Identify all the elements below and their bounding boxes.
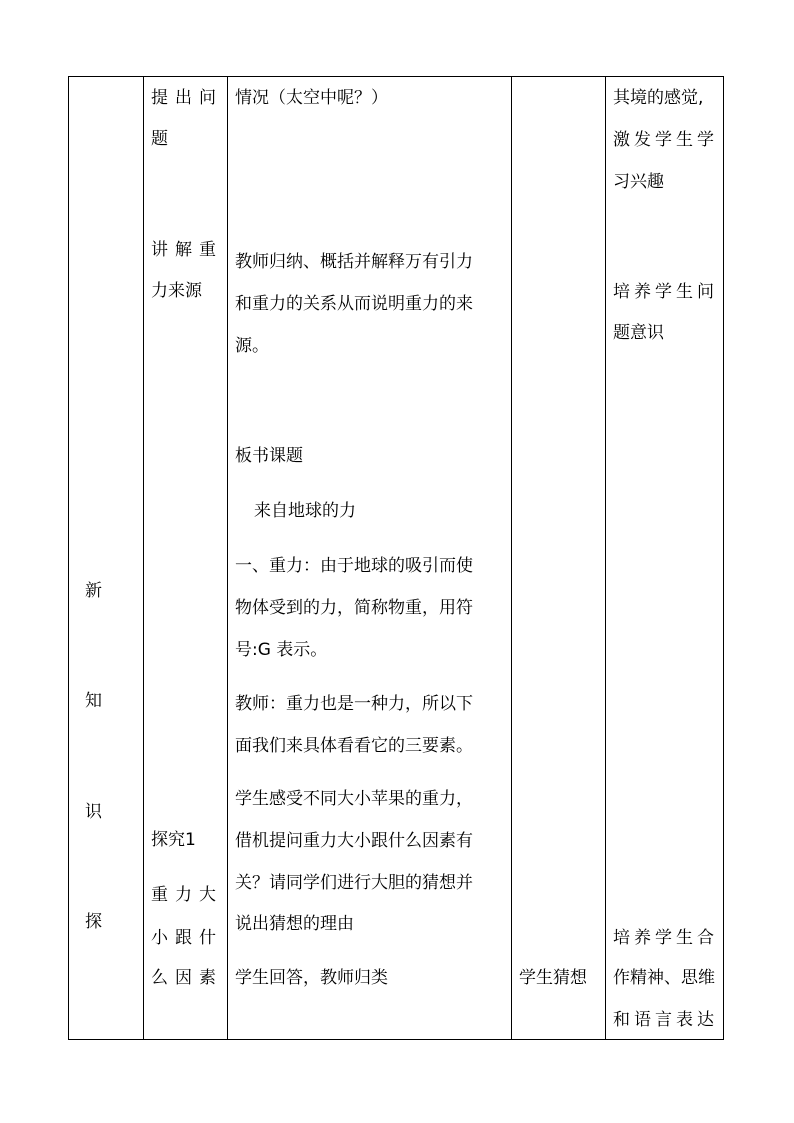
student-text: 借机提问重力大小跟什么因素有: [235, 831, 473, 851]
intent-text: 题意识: [613, 323, 664, 343]
student-text: 说出猜想的理由: [235, 914, 354, 934]
step-label-line: 小跟什: [151, 928, 223, 948]
student-activity: 学生猜想: [519, 968, 587, 988]
stage-char: 知: [85, 691, 102, 711]
definition-text: 物体受到的力，简称物重，用符: [235, 598, 473, 618]
stage-char: 新: [85, 581, 102, 601]
teacher-text: 面我们来具体看看它的三要素。: [235, 736, 473, 756]
teacher-text: 教师：重力也是一种力，所以下: [235, 694, 473, 714]
intent-text: 作精神、思维: [613, 968, 715, 988]
intent-text: 培养学生问: [613, 282, 718, 302]
step-label-line: 么因素: [151, 968, 223, 988]
step-label-line: 题: [151, 129, 175, 149]
stage-char: 探: [85, 912, 102, 932]
column-divider: [143, 77, 144, 1039]
definition-text: 一、重力：由于地球的吸引而使: [235, 556, 473, 576]
answer-text: 学生回答，教师归类: [235, 968, 388, 988]
activity-text: 教师归纳、概括并解释万有引力: [235, 252, 473, 272]
board-title: 板书课题: [235, 446, 303, 466]
activity-text: 和重力的关系从而说明重力的来: [235, 294, 473, 314]
intent-text: 和语言表达: [613, 1010, 718, 1030]
step-label-line: 力来源: [151, 281, 202, 301]
student-text: 学生感受不同大小苹果的重力，: [235, 789, 473, 809]
column-divider: [511, 77, 512, 1039]
intent-text: 习兴趣: [613, 172, 664, 192]
step-label-line: 重力大: [151, 885, 223, 905]
intent-text: 培养学生合: [613, 928, 718, 948]
step-label-line: 讲解重: [151, 240, 223, 260]
definition-text: 号:G 表示。: [235, 640, 328, 660]
column-divider: [605, 77, 606, 1039]
activity-text: 源。: [235, 336, 269, 356]
column-divider: [227, 77, 228, 1039]
stage-char: 识: [85, 802, 102, 822]
step-label-line: 探究1: [151, 830, 196, 850]
lesson-title: 来自地球的力: [254, 501, 356, 521]
intent-text: 其境的感觉,: [613, 88, 704, 108]
intent-text: 激发学生学: [613, 130, 718, 150]
student-text: 关？请同学们进行大胆的猜想并: [235, 873, 473, 893]
activity-text: 情况（太空中呢？）: [235, 88, 388, 108]
step-label-line: 提出问: [151, 88, 223, 108]
